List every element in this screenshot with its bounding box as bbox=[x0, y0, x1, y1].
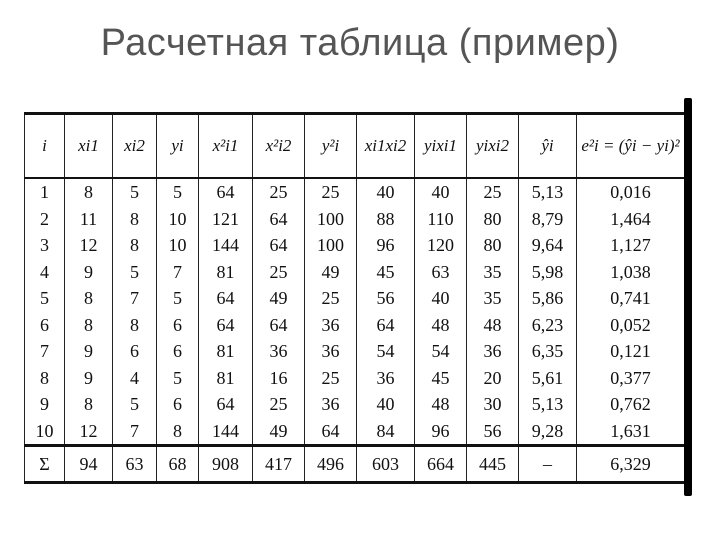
table-cell: 1,038 bbox=[577, 259, 685, 286]
table-cell: 6 bbox=[157, 391, 199, 418]
table-cell: 12 bbox=[65, 418, 113, 446]
sum-cell: – bbox=[519, 446, 577, 483]
table-cell: 56 bbox=[467, 418, 519, 446]
table-cell: 25 bbox=[253, 178, 305, 206]
table-cell: 121 bbox=[199, 206, 253, 233]
table-cell: 1,464 bbox=[577, 206, 685, 233]
scanned-table-image bbox=[24, 112, 690, 484]
table-cell: 9 bbox=[65, 338, 113, 365]
table-cell: 63 bbox=[415, 259, 467, 286]
table-cell: 0,016 bbox=[577, 178, 685, 206]
table-row bbox=[25, 178, 685, 206]
table-cell: 8 bbox=[65, 178, 113, 206]
table-cell: 100 bbox=[305, 206, 357, 233]
table-cell: 10 bbox=[157, 232, 199, 259]
table-cell: 8 bbox=[65, 312, 113, 339]
table-cell: 36 bbox=[305, 312, 357, 339]
table-cell: 25 bbox=[305, 178, 357, 206]
table-cell: 20 bbox=[467, 365, 519, 392]
table-cell: 9 bbox=[25, 391, 65, 418]
sum-cell: 664 bbox=[415, 446, 467, 483]
table-cell: 7 bbox=[157, 259, 199, 286]
table-cell: 80 bbox=[467, 206, 519, 233]
table-cell: 0,377 bbox=[577, 365, 685, 392]
table-cell: 84 bbox=[357, 418, 415, 446]
table-cell: 49 bbox=[253, 418, 305, 446]
table-cell: 120 bbox=[415, 232, 467, 259]
table-cell: 64 bbox=[253, 206, 305, 233]
table-cell: 8 bbox=[113, 312, 157, 339]
table-cell: 5 bbox=[25, 285, 65, 312]
header-cell: xi2 bbox=[113, 114, 157, 179]
table-cell: 144 bbox=[199, 232, 253, 259]
header-cell: i bbox=[25, 114, 65, 179]
sum-cell: 6,329 bbox=[577, 446, 685, 483]
table-cell: 36 bbox=[305, 391, 357, 418]
table-cell: 0,052 bbox=[577, 312, 685, 339]
table-cell: 2 bbox=[25, 206, 65, 233]
table-cell: 36 bbox=[357, 365, 415, 392]
table-cell: 81 bbox=[199, 259, 253, 286]
sum-cell: 68 bbox=[157, 446, 199, 483]
table-cell: 8 bbox=[113, 206, 157, 233]
table-cell: 25 bbox=[467, 178, 519, 206]
table-cell: 4 bbox=[113, 365, 157, 392]
table-cell: 45 bbox=[415, 365, 467, 392]
sum-cell: 496 bbox=[305, 446, 357, 483]
table-cell: 48 bbox=[415, 312, 467, 339]
table-cell: 5 bbox=[157, 365, 199, 392]
sum-cell: 603 bbox=[357, 446, 415, 483]
table-cell: 0,762 bbox=[577, 391, 685, 418]
table-cell: 9 bbox=[65, 365, 113, 392]
table-cell: 40 bbox=[357, 391, 415, 418]
header-cell: xi1 bbox=[65, 114, 113, 179]
calculation-table bbox=[24, 112, 685, 484]
table-cell: 1,631 bbox=[577, 418, 685, 446]
header-cell: ŷi bbox=[519, 114, 577, 179]
table-row bbox=[25, 312, 685, 339]
sum-cell: 63 bbox=[113, 446, 157, 483]
table-cell: 1,127 bbox=[577, 232, 685, 259]
table-cell: 8 bbox=[65, 285, 113, 312]
table-cell: 49 bbox=[305, 259, 357, 286]
table-row bbox=[25, 365, 685, 392]
table-cell: 5 bbox=[113, 259, 157, 286]
table-cell: 25 bbox=[305, 365, 357, 392]
table-cell: 9,64 bbox=[519, 232, 577, 259]
table-row bbox=[25, 391, 685, 418]
table-cell: 80 bbox=[467, 232, 519, 259]
table-cell: 8 bbox=[113, 232, 157, 259]
table-cell: 5,61 bbox=[519, 365, 577, 392]
table-cell: 64 bbox=[253, 312, 305, 339]
table-cell: 6 bbox=[113, 338, 157, 365]
table-cell: 54 bbox=[415, 338, 467, 365]
header-cell: x²i1 bbox=[199, 114, 253, 179]
sum-cell: 445 bbox=[467, 446, 519, 483]
table-cell: 88 bbox=[357, 206, 415, 233]
table-cell: 144 bbox=[199, 418, 253, 446]
sum-cell: 94 bbox=[65, 446, 113, 483]
table-cell: 12 bbox=[65, 232, 113, 259]
table-cell: 5 bbox=[157, 178, 199, 206]
table-cell: 9,28 bbox=[519, 418, 577, 446]
table-cell: 10 bbox=[25, 418, 65, 446]
table-cell: 9 bbox=[65, 259, 113, 286]
table-cell: 64 bbox=[199, 312, 253, 339]
table-cell: 64 bbox=[199, 285, 253, 312]
table-cell: 64 bbox=[357, 312, 415, 339]
table-cell: 40 bbox=[357, 178, 415, 206]
table-cell: 5,13 bbox=[519, 178, 577, 206]
table-cell: 35 bbox=[467, 285, 519, 312]
table-cell: 5 bbox=[113, 178, 157, 206]
table-cell: 5,13 bbox=[519, 391, 577, 418]
table-cell: 0,741 bbox=[577, 285, 685, 312]
sigma-symbol: Σ bbox=[25, 446, 65, 483]
table-cell: 49 bbox=[253, 285, 305, 312]
table-cell: 30 bbox=[467, 391, 519, 418]
table-cell: 56 bbox=[357, 285, 415, 312]
table-row bbox=[25, 285, 685, 312]
table-row bbox=[25, 206, 685, 233]
table-cell: 45 bbox=[357, 259, 415, 286]
table-cell: 5 bbox=[113, 391, 157, 418]
table-cell: 64 bbox=[305, 418, 357, 446]
table-cell: 64 bbox=[199, 391, 253, 418]
table-cell: 81 bbox=[199, 338, 253, 365]
table-cell: 25 bbox=[253, 259, 305, 286]
table-cell: 81 bbox=[199, 365, 253, 392]
header-cell: y²i bbox=[305, 114, 357, 179]
table-cell: 5,86 bbox=[519, 285, 577, 312]
sum-cell: 417 bbox=[253, 446, 305, 483]
table-cell: 8 bbox=[65, 391, 113, 418]
table-cell: 110 bbox=[415, 206, 467, 233]
table-cell: 36 bbox=[467, 338, 519, 365]
table-cell: 6 bbox=[157, 312, 199, 339]
table-cell: 25 bbox=[305, 285, 357, 312]
table-cell: 48 bbox=[415, 391, 467, 418]
header-cell: yi bbox=[157, 114, 199, 179]
table-cell: 36 bbox=[305, 338, 357, 365]
header-cell: x²i2 bbox=[253, 114, 305, 179]
table-cell: 5 bbox=[157, 285, 199, 312]
table-cell: 54 bbox=[357, 338, 415, 365]
table-cell: 6,35 bbox=[519, 338, 577, 365]
table-cell: 8 bbox=[25, 365, 65, 392]
table-cell: 4 bbox=[25, 259, 65, 286]
header-row bbox=[25, 114, 685, 179]
table-cell: 11 bbox=[65, 206, 113, 233]
table-cell: 35 bbox=[467, 259, 519, 286]
table-cell: 3 bbox=[25, 232, 65, 259]
table-cell: 40 bbox=[415, 178, 467, 206]
table-cell: 36 bbox=[253, 338, 305, 365]
header-cell: yixi1 bbox=[415, 114, 467, 179]
table-cell: 25 bbox=[253, 391, 305, 418]
table-cell: 64 bbox=[253, 232, 305, 259]
table-cell: 1 bbox=[25, 178, 65, 206]
table-body bbox=[25, 178, 685, 483]
scan-edge-shadow bbox=[684, 98, 692, 496]
table-cell: 0,121 bbox=[577, 338, 685, 365]
sum-row bbox=[25, 446, 685, 483]
table-cell: 64 bbox=[199, 178, 253, 206]
table-cell: 10 bbox=[157, 206, 199, 233]
header-cell: yixi2 bbox=[467, 114, 519, 179]
table-cell: 6 bbox=[25, 312, 65, 339]
table-row bbox=[25, 418, 685, 446]
sum-cell: 908 bbox=[199, 446, 253, 483]
table-cell: 96 bbox=[415, 418, 467, 446]
table-cell: 16 bbox=[253, 365, 305, 392]
table-cell: 6 bbox=[157, 338, 199, 365]
table-row bbox=[25, 259, 685, 286]
table-cell: 40 bbox=[415, 285, 467, 312]
table-cell: 6,23 bbox=[519, 312, 577, 339]
table-row bbox=[25, 232, 685, 259]
table-cell: 48 bbox=[467, 312, 519, 339]
slide-title: Расчетная таблица (пример) bbox=[100, 22, 620, 64]
table-cell: 7 bbox=[25, 338, 65, 365]
table-cell: 7 bbox=[113, 285, 157, 312]
table-cell: 100 bbox=[305, 232, 357, 259]
table-cell: 8,79 bbox=[519, 206, 577, 233]
table-row bbox=[25, 338, 685, 365]
table-cell: 5,98 bbox=[519, 259, 577, 286]
table-cell: 96 bbox=[357, 232, 415, 259]
table-cell: 7 bbox=[113, 418, 157, 446]
header-cell: e²i = (ŷi − yi)² bbox=[577, 114, 685, 179]
header-cell: xi1xi2 bbox=[357, 114, 415, 179]
table-cell: 8 bbox=[157, 418, 199, 446]
